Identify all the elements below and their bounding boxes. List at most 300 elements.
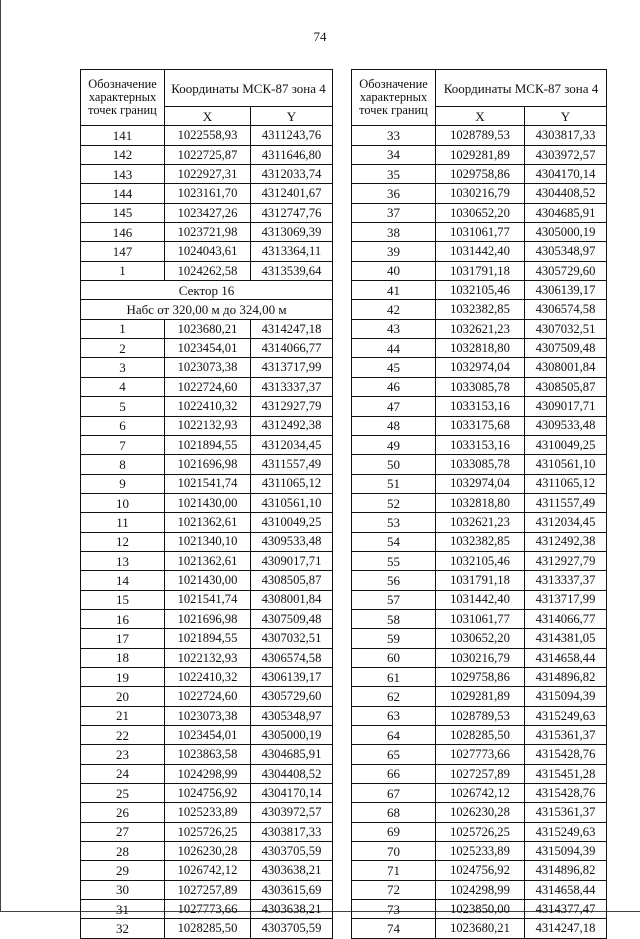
table-row <box>81 764 333 783</box>
y-coordinate-cell: 4314066,77 <box>251 339 333 358</box>
table-row <box>81 145 333 164</box>
y-coordinate-cell: 4303972,57 <box>251 803 333 822</box>
y-coordinate-cell: 4303615,69 <box>251 880 333 899</box>
y-coordinate-cell: 4311065,12 <box>525 474 607 493</box>
table-row <box>81 629 333 648</box>
x-coordinate-cell: 1021894,55 <box>165 629 251 648</box>
table-row <box>352 590 607 609</box>
y-coordinate-cell: 4314381,05 <box>525 629 607 648</box>
x-coordinate-cell: 1028285,50 <box>165 919 251 938</box>
y-coordinate-cell: 4308001,84 <box>251 590 333 609</box>
point-number-cell: 53 <box>352 513 436 532</box>
point-number-cell: 22 <box>81 726 165 745</box>
table-row <box>352 242 607 261</box>
table-row <box>352 377 607 396</box>
y-coordinate-cell: 4309533,48 <box>525 416 607 435</box>
point-number-cell: 73 <box>352 900 436 919</box>
point-number-cell: 67 <box>352 784 436 803</box>
y-coordinate-cell: 4310049,25 <box>525 435 607 454</box>
y-coordinate-cell: 4309017,71 <box>525 397 607 416</box>
point-number-cell: 25 <box>81 784 165 803</box>
y-coordinate-cell: 4306574,58 <box>525 300 607 319</box>
table-row <box>81 339 333 358</box>
y-coordinate-cell: 4314658,44 <box>525 648 607 667</box>
table-row <box>352 842 607 861</box>
table-row <box>81 165 333 184</box>
point-number-cell: 16 <box>81 609 165 628</box>
y-coordinate-cell: 4311646,80 <box>251 145 333 164</box>
y-coordinate-cell: 4315428,76 <box>525 784 607 803</box>
table-row <box>81 184 333 203</box>
table-row <box>81 706 333 725</box>
y-coordinate-cell: 4310561,10 <box>525 455 607 474</box>
header-label-line: точек границ <box>359 103 428 118</box>
x-coordinate-cell: 1023680,21 <box>436 919 525 938</box>
table-row <box>81 261 333 280</box>
table-row <box>352 223 607 242</box>
x-coordinate-cell: 1029281,89 <box>436 145 525 164</box>
y-coordinate-cell: 4303638,21 <box>251 861 333 880</box>
point-number-cell: 35 <box>352 165 436 184</box>
y-coordinate-cell: 4311243,76 <box>251 126 333 145</box>
y-coordinate-cell: 4305348,97 <box>251 706 333 725</box>
point-number-cell: 48 <box>352 416 436 435</box>
x-coordinate-cell: 1021696,98 <box>165 609 251 628</box>
x-coordinate-cell: 1025233,89 <box>165 803 251 822</box>
table-row <box>352 861 607 880</box>
point-number-cell: 52 <box>352 493 436 512</box>
scan-edge <box>0 0 1 912</box>
x-coordinate-cell: 1024298,99 <box>165 764 251 783</box>
table-row <box>81 667 333 686</box>
point-number-cell: 14 <box>81 571 165 590</box>
table-row <box>81 126 333 145</box>
x-coordinate-cell: 1032382,85 <box>436 300 525 319</box>
point-number-cell: 17 <box>81 629 165 648</box>
table-row <box>81 726 333 745</box>
x-coordinate-cell: 1021430,00 <box>165 493 251 512</box>
y-coordinate-cell: 4307032,51 <box>525 319 607 338</box>
y-coordinate-cell: 4314896,82 <box>525 667 607 686</box>
y-coordinate-cell: 4304170,14 <box>525 165 607 184</box>
point-number-cell: 28 <box>81 842 165 861</box>
point-number-cell: 20 <box>81 687 165 706</box>
table-row <box>81 513 333 532</box>
point-number-cell: 39 <box>352 242 436 261</box>
x-coordinate-cell: 1023454,01 <box>165 339 251 358</box>
y-coordinate-cell: 4313364,11 <box>251 242 333 261</box>
y-coordinate-cell: 4311557,49 <box>525 493 607 512</box>
table-row <box>352 764 607 783</box>
table-row <box>81 590 333 609</box>
table-row <box>352 145 607 164</box>
x-coordinate-cell: 1024756,92 <box>436 861 525 880</box>
table-row <box>81 493 333 512</box>
point-number-cell: 10 <box>81 493 165 512</box>
x-coordinate-cell: 1026742,12 <box>165 861 251 880</box>
table-row <box>352 667 607 686</box>
table-row <box>352 706 607 725</box>
x-coordinate-cell: 1023850,00 <box>436 900 525 919</box>
table-row <box>352 687 607 706</box>
point-number-cell: 72 <box>352 880 436 899</box>
x-coordinate-cell: 1032621,23 <box>436 513 525 532</box>
x-coordinate-cell: 1021541,74 <box>165 474 251 493</box>
x-coordinate-cell: 1028789,53 <box>436 706 525 725</box>
point-number-cell: 6 <box>81 416 165 435</box>
sector-title: Сектор 16 <box>81 281 333 300</box>
point-number-cell: 34 <box>352 145 436 164</box>
table-row <box>352 203 607 222</box>
header-label-line: Обозначение <box>88 77 157 92</box>
point-number-cell: 27 <box>81 822 165 841</box>
point-number-cell: 74 <box>352 919 436 938</box>
x-coordinate-cell: 1030216,79 <box>436 648 525 667</box>
table-row <box>81 300 333 319</box>
table-row <box>352 648 607 667</box>
y-coordinate-cell: 4314377,47 <box>525 900 607 919</box>
x-coordinate-cell: 1022927,31 <box>165 165 251 184</box>
y-coordinate-cell: 4308505,87 <box>525 377 607 396</box>
table-row <box>81 358 333 377</box>
x-coordinate-cell: 1021696,98 <box>165 455 251 474</box>
header-label-line: характерных <box>88 90 157 105</box>
y-coordinate-cell: 4314247,18 <box>525 919 607 938</box>
y-coordinate-cell: 4305000,19 <box>525 223 607 242</box>
y-coordinate-cell: 4313337,37 <box>525 571 607 590</box>
point-number-cell: 9 <box>81 474 165 493</box>
y-coordinate-cell: 4312927,79 <box>525 551 607 570</box>
x-coordinate-cell: 1031061,77 <box>436 609 525 628</box>
table-row <box>81 687 333 706</box>
y-column-header: Y <box>251 107 333 126</box>
point-number-cell: 50 <box>352 455 436 474</box>
point-number-cell: 37 <box>352 203 436 222</box>
point-number-cell: 70 <box>352 842 436 861</box>
point-number-cell: 71 <box>352 861 436 880</box>
x-coordinate-cell: 1033085,78 <box>436 455 525 474</box>
x-coordinate-cell: 1033153,16 <box>436 397 525 416</box>
point-number-cell: 141 <box>81 126 165 145</box>
table-row <box>352 416 607 435</box>
x-coordinate-cell: 1032818,80 <box>436 493 525 512</box>
y-coordinate-cell: 4303705,59 <box>251 842 333 861</box>
point-number-cell: 15 <box>81 590 165 609</box>
y-coordinate-cell: 4303972,57 <box>525 145 607 164</box>
x-coordinate-cell: 1023073,38 <box>165 358 251 377</box>
x-coordinate-cell: 1033175,68 <box>436 416 525 435</box>
x-coordinate-cell: 1030652,20 <box>436 629 525 648</box>
x-coordinate-cell: 1023161,70 <box>165 184 251 203</box>
table-row <box>81 455 333 474</box>
x-coordinate-cell: 1032382,85 <box>436 532 525 551</box>
table-row <box>81 377 333 396</box>
table-row <box>352 474 607 493</box>
x-column-header: X <box>165 107 251 126</box>
point-number-cell: 29 <box>81 861 165 880</box>
point-number-cell: 5 <box>81 397 165 416</box>
table-row <box>352 435 607 454</box>
header-label-line: точек границ <box>88 103 157 118</box>
point-label-header <box>81 70 165 126</box>
point-number-cell: 49 <box>352 435 436 454</box>
point-number-cell: 45 <box>352 358 436 377</box>
x-coordinate-cell: 1031791,18 <box>436 261 525 280</box>
point-label-header <box>352 70 436 126</box>
point-number-cell: 47 <box>352 397 436 416</box>
point-number-cell: 55 <box>352 551 436 570</box>
table-row <box>81 571 333 590</box>
point-number-cell: 143 <box>81 165 165 184</box>
x-coordinate-cell: 1025726,25 <box>436 822 525 841</box>
y-coordinate-cell: 4314896,82 <box>525 861 607 880</box>
x-coordinate-cell: 1025233,89 <box>436 842 525 861</box>
point-number-cell: 56 <box>352 571 436 590</box>
x-coordinate-cell: 1023427,26 <box>165 203 251 222</box>
y-column-header: Y <box>525 107 607 126</box>
x-coordinate-cell: 1031442,40 <box>436 590 525 609</box>
y-coordinate-cell: 4309533,48 <box>251 532 333 551</box>
point-number-cell: 31 <box>81 900 165 919</box>
x-coordinate-cell: 1024756,92 <box>165 784 251 803</box>
x-coordinate-cell: 1022725,87 <box>165 145 251 164</box>
y-coordinate-cell: 4312401,67 <box>251 184 333 203</box>
table-row <box>352 784 607 803</box>
x-coordinate-cell: 1025726,25 <box>165 822 251 841</box>
coordinates-table-left <box>80 69 333 939</box>
y-coordinate-cell: 4315094,39 <box>525 842 607 861</box>
table-row <box>81 822 333 841</box>
point-number-cell: 12 <box>81 532 165 551</box>
point-number-cell: 62 <box>352 687 436 706</box>
y-coordinate-cell: 4313717,99 <box>525 590 607 609</box>
header-label-line: характерных <box>359 90 428 105</box>
point-number-cell: 66 <box>352 764 436 783</box>
point-number-cell: 11 <box>81 513 165 532</box>
y-coordinate-cell: 4303705,59 <box>251 919 333 938</box>
table-row <box>81 609 333 628</box>
y-coordinate-cell: 4306574,58 <box>251 648 333 667</box>
y-coordinate-cell: 4305729,60 <box>525 261 607 280</box>
x-coordinate-cell: 1022132,93 <box>165 648 251 667</box>
x-coordinate-cell: 1021362,61 <box>165 513 251 532</box>
table-row <box>81 784 333 803</box>
table-row <box>81 532 333 551</box>
point-number-cell: 3 <box>81 358 165 377</box>
point-number-cell: 64 <box>352 726 436 745</box>
x-coordinate-cell: 1029758,86 <box>436 165 525 184</box>
table-row <box>352 126 607 145</box>
x-coordinate-cell: 1022558,93 <box>165 126 251 145</box>
table-row <box>81 919 333 938</box>
x-coordinate-cell: 1022132,93 <box>165 416 251 435</box>
y-coordinate-cell: 4303638,21 <box>251 900 333 919</box>
y-coordinate-cell: 4304408,52 <box>251 764 333 783</box>
x-coordinate-cell: 1021430,00 <box>165 571 251 590</box>
x-coordinate-cell: 1029281,89 <box>436 687 525 706</box>
y-coordinate-cell: 4307509,48 <box>251 609 333 628</box>
point-number-cell: 32 <box>81 919 165 938</box>
table-row <box>81 803 333 822</box>
table-row <box>352 803 607 822</box>
point-number-cell: 19 <box>81 667 165 686</box>
table-row <box>81 435 333 454</box>
y-coordinate-cell: 4313069,39 <box>251 223 333 242</box>
table-row <box>352 822 607 841</box>
point-number-cell: 57 <box>352 590 436 609</box>
y-coordinate-cell: 4315361,37 <box>525 803 607 822</box>
y-coordinate-cell: 4307032,51 <box>251 629 333 648</box>
point-number-cell: 7 <box>81 435 165 454</box>
table-row <box>352 726 607 745</box>
y-coordinate-cell: 4306139,17 <box>251 667 333 686</box>
y-coordinate-cell: 4313337,37 <box>251 377 333 396</box>
y-coordinate-cell: 4311065,12 <box>251 474 333 493</box>
y-coordinate-cell: 4310561,10 <box>251 493 333 512</box>
point-number-cell: 18 <box>81 648 165 667</box>
x-coordinate-cell: 1024298,99 <box>436 880 525 899</box>
table-row <box>352 900 607 919</box>
y-coordinate-cell: 4314658,44 <box>525 880 607 899</box>
x-column-header: X <box>436 107 525 126</box>
y-coordinate-cell: 4315249,63 <box>525 706 607 725</box>
table-row <box>352 609 607 628</box>
x-coordinate-cell: 1031791,18 <box>436 571 525 590</box>
point-number-cell: 41 <box>352 281 436 300</box>
point-number-cell: 26 <box>81 803 165 822</box>
table-row <box>81 397 333 416</box>
point-number-cell: 60 <box>352 648 436 667</box>
point-number-cell: 42 <box>352 300 436 319</box>
table-row <box>352 745 607 764</box>
point-number-cell: 23 <box>81 745 165 764</box>
x-coordinate-cell: 1021894,55 <box>165 435 251 454</box>
point-number-cell: 1 <box>81 261 165 280</box>
table-row <box>352 319 607 338</box>
x-coordinate-cell: 1026230,28 <box>165 842 251 861</box>
table-row <box>81 745 333 764</box>
x-coordinate-cell: 1031442,40 <box>436 242 525 261</box>
point-number-cell: 142 <box>81 145 165 164</box>
table-row <box>81 842 333 861</box>
table-row <box>81 319 333 338</box>
y-coordinate-cell: 4313717,99 <box>251 358 333 377</box>
x-coordinate-cell: 1027773,66 <box>165 900 251 919</box>
table-row <box>352 165 607 184</box>
table-row <box>352 493 607 512</box>
table-row <box>352 571 607 590</box>
y-coordinate-cell: 4312492,38 <box>525 532 607 551</box>
table-row <box>81 223 333 242</box>
point-number-cell: 51 <box>352 474 436 493</box>
point-number-cell: 54 <box>352 532 436 551</box>
table-row <box>352 281 607 300</box>
point-number-cell: 44 <box>352 339 436 358</box>
x-coordinate-cell: 1030216,79 <box>436 184 525 203</box>
y-coordinate-cell: 4315094,39 <box>525 687 607 706</box>
x-coordinate-cell: 1024262,58 <box>165 261 251 280</box>
table-row <box>352 880 607 899</box>
y-coordinate-cell: 4304685,91 <box>525 203 607 222</box>
y-coordinate-cell: 4312033,74 <box>251 165 333 184</box>
y-coordinate-cell: 4303817,33 <box>251 822 333 841</box>
x-coordinate-cell: 1022724,60 <box>165 687 251 706</box>
point-number-cell: 145 <box>81 203 165 222</box>
y-coordinate-cell: 4304408,52 <box>525 184 607 203</box>
point-number-cell: 40 <box>352 261 436 280</box>
table-row <box>81 474 333 493</box>
y-coordinate-cell: 4314247,18 <box>251 319 333 338</box>
table-row <box>81 648 333 667</box>
x-coordinate-cell: 1032105,46 <box>436 551 525 570</box>
y-coordinate-cell: 4307509,48 <box>525 339 607 358</box>
table-row <box>81 203 333 222</box>
x-coordinate-cell: 1032621,23 <box>436 319 525 338</box>
x-coordinate-cell: 1024043,61 <box>165 242 251 261</box>
x-coordinate-cell: 1026742,12 <box>436 784 525 803</box>
point-number-cell: 58 <box>352 609 436 628</box>
y-coordinate-cell: 4312034,45 <box>251 435 333 454</box>
table-row <box>352 551 607 570</box>
x-coordinate-cell: 1031061,77 <box>436 223 525 242</box>
x-coordinate-cell: 1027257,89 <box>165 880 251 899</box>
y-coordinate-cell: 4304685,91 <box>251 745 333 764</box>
table-row <box>81 880 333 899</box>
y-coordinate-cell: 4315249,63 <box>525 822 607 841</box>
point-number-cell: 59 <box>352 629 436 648</box>
y-coordinate-cell: 4304170,14 <box>251 784 333 803</box>
table-row <box>352 358 607 377</box>
table-row <box>352 513 607 532</box>
x-coordinate-cell: 1029758,86 <box>436 667 525 686</box>
point-number-cell: 1 <box>81 319 165 338</box>
table-row <box>81 551 333 570</box>
table-row <box>352 919 607 938</box>
point-number-cell: 61 <box>352 667 436 686</box>
x-coordinate-cell: 1022724,60 <box>165 377 251 396</box>
x-coordinate-cell: 1033153,16 <box>436 435 525 454</box>
y-coordinate-cell: 4312747,76 <box>251 203 333 222</box>
y-coordinate-cell: 4315361,37 <box>525 726 607 745</box>
table-row <box>352 261 607 280</box>
y-coordinate-cell: 4313539,64 <box>251 261 333 280</box>
table-row <box>81 281 333 300</box>
point-number-cell: 63 <box>352 706 436 725</box>
y-coordinate-cell: 4315428,76 <box>525 745 607 764</box>
point-number-cell: 144 <box>81 184 165 203</box>
x-coordinate-cell: 1021340,10 <box>165 532 251 551</box>
point-number-cell: 33 <box>352 126 436 145</box>
x-coordinate-cell: 1021362,61 <box>165 551 251 570</box>
y-coordinate-cell: 4308505,87 <box>251 571 333 590</box>
x-coordinate-cell: 1023454,01 <box>165 726 251 745</box>
table-row <box>352 184 607 203</box>
y-coordinate-cell: 4315451,28 <box>525 764 607 783</box>
table-row <box>81 900 333 919</box>
point-number-cell: 147 <box>81 242 165 261</box>
point-number-cell: 8 <box>81 455 165 474</box>
x-coordinate-cell: 1023680,21 <box>165 319 251 338</box>
sector-height-range: Набс от 320,00 м до 324,00 м <box>81 300 333 319</box>
x-coordinate-cell: 1032818,80 <box>436 339 525 358</box>
point-number-cell: 2 <box>81 339 165 358</box>
point-number-cell: 146 <box>81 223 165 242</box>
y-coordinate-cell: 4310049,25 <box>251 513 333 532</box>
point-number-cell: 65 <box>352 745 436 764</box>
x-coordinate-cell: 1032105,46 <box>436 281 525 300</box>
y-coordinate-cell: 4311557,49 <box>251 455 333 474</box>
table-row <box>352 397 607 416</box>
